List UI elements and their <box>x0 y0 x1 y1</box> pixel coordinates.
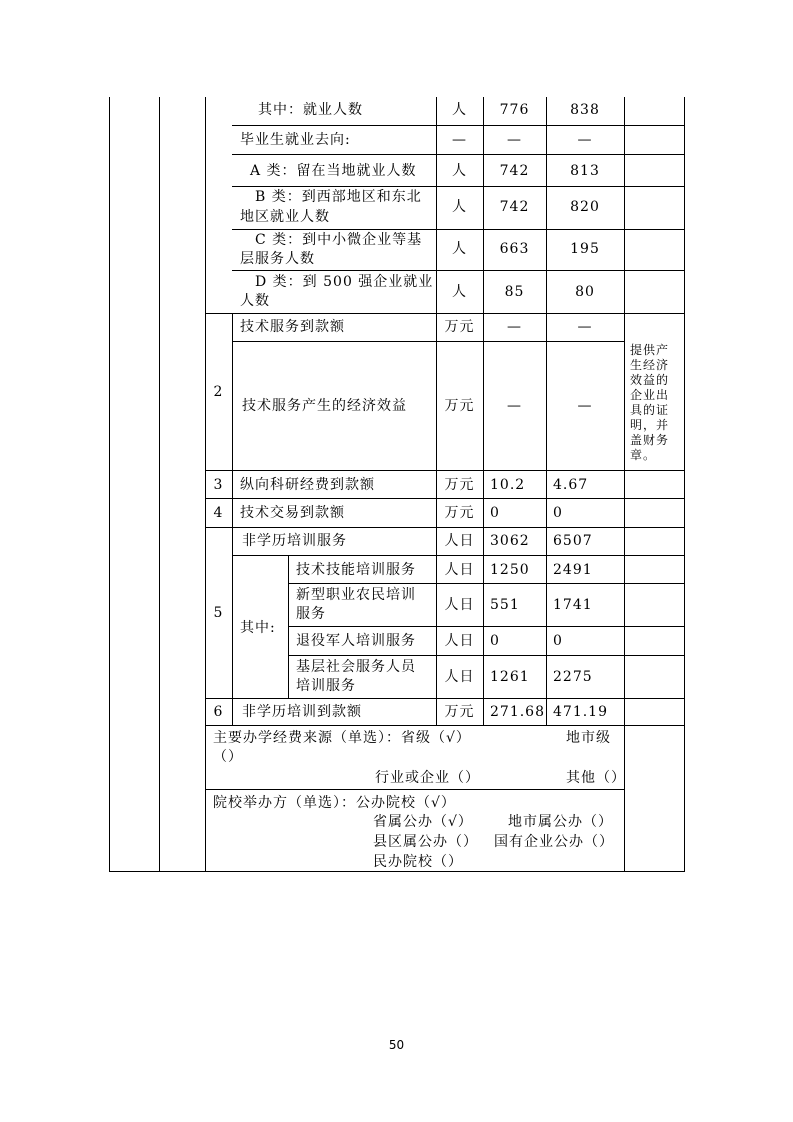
funding-other-option: 其他（） <box>566 770 626 786</box>
table-row-line <box>205 313 685 314</box>
type-c-value-1: 663 <box>499 241 530 257</box>
tech-benefit-note: 提供产生经济效益的企业出具的证明，并盖财务章。 <box>630 343 670 462</box>
type-d-value-1: 85 <box>504 284 525 300</box>
grassroots-label-line2: 培训服务 <box>296 678 356 694</box>
direction-label: 毕业生就业去向: <box>240 132 351 148</box>
table-row-line <box>205 698 685 699</box>
tech-benefit-label: 技术服务产生的经济效益 <box>242 398 407 414</box>
type-d-value-2: 80 <box>575 284 595 300</box>
table-row-line <box>288 655 685 656</box>
type-c-label-line1: C 类：到中小微企业等基 <box>255 232 423 248</box>
table-row-line <box>232 270 685 271</box>
skill-unit: 人日 <box>444 562 475 578</box>
trade-unit: 万元 <box>444 505 475 521</box>
table-row-line <box>232 229 685 230</box>
grassroots-unit: 人日 <box>444 669 475 685</box>
skill-value-2: 2491 <box>553 562 593 578</box>
type-a-value-2: 813 <box>570 163 600 179</box>
row-4-number: 4 <box>213 505 224 521</box>
farmer-value-1: 551 <box>490 597 520 613</box>
grassroots-label-line1: 基层社会服务人员 <box>296 659 416 675</box>
fee-label: 非学历培训到款额 <box>242 704 362 720</box>
funding-industry-option: 行业或企业（） <box>375 770 480 786</box>
research-value-2: 4.67 <box>553 477 589 493</box>
type-d-label-line1: D 类：到 500 强企业就业 <box>255 274 434 290</box>
table-row-line <box>205 527 685 528</box>
training-value-1: 3062 <box>490 533 530 549</box>
farmer-label-line1: 新型职业农民培训 <box>296 587 416 603</box>
tech-service-value-2: — <box>577 319 593 335</box>
organizer-county-option: 县区属公办（） <box>373 834 478 850</box>
table-row-line <box>205 498 685 499</box>
table-row-line <box>232 186 685 187</box>
table-row-line <box>232 125 685 126</box>
training-among-label: 其中: <box>240 620 276 636</box>
farmer-value-2: 1741 <box>553 597 593 613</box>
organizer-soe-option: 国有企业公办（） <box>494 834 614 850</box>
organizer-private-option: 民办院校（） <box>373 854 463 870</box>
grassroots-value-1: 1261 <box>490 669 530 685</box>
funding-city-option: 地市级 <box>566 730 611 746</box>
row-2-number: 2 <box>213 384 224 400</box>
direction-value-2: — <box>577 132 593 148</box>
table-row-line <box>288 626 685 627</box>
fee-value-2: 471.19 <box>553 704 608 720</box>
organizer-municipal-option: 地市属公办（） <box>508 814 613 830</box>
tech-service-value-1: — <box>507 319 522 335</box>
type-a-label: A 类：留在当地就业人数 <box>250 163 417 179</box>
row-5-number: 5 <box>213 605 224 621</box>
direction-value-1: — <box>507 132 522 148</box>
fee-value-1: 271.68 <box>490 704 545 720</box>
type-a-value-1: 742 <box>499 163 530 179</box>
table-row-line <box>205 470 685 471</box>
type-b-value-1: 742 <box>499 199 530 215</box>
type-b-unit: 人 <box>452 199 467 215</box>
training-unit: 人日 <box>444 533 475 549</box>
type-c-value-2: 195 <box>570 241 600 257</box>
fee-unit: 万元 <box>444 704 475 720</box>
research-value-1: 10.2 <box>490 477 526 493</box>
table-row-line <box>232 341 624 342</box>
type-d-label-line2: 人数 <box>240 293 270 309</box>
tech-service-unit: 万元 <box>444 319 475 335</box>
row-6-number: 6 <box>213 704 224 720</box>
trade-value-2: 0 <box>553 505 563 521</box>
type-b-label-line2: 地区就业人数 <box>240 209 330 225</box>
table-border-right <box>684 97 685 872</box>
trade-value-1: 0 <box>490 505 500 521</box>
type-b-value-2: 820 <box>570 199 600 215</box>
skill-label: 技术技能培训服务 <box>296 562 416 578</box>
research-label: 纵向科研经费到款额 <box>240 477 375 493</box>
employed-label: 其中：就业人数 <box>258 102 363 118</box>
table-row-line <box>288 583 685 584</box>
table-border-left <box>109 97 110 872</box>
table-row-line <box>205 725 685 726</box>
skill-value-1: 1250 <box>490 562 530 578</box>
organizer-provincial-option: 省属公办（√） <box>373 814 473 830</box>
table-col-line <box>624 97 625 872</box>
table-row-line <box>232 555 685 556</box>
farmer-unit: 人日 <box>444 597 475 613</box>
veteran-value-1: 0 <box>490 633 500 649</box>
row-3-number: 3 <box>213 477 224 493</box>
tech-service-label: 技术服务到款额 <box>240 319 345 335</box>
research-unit: 万元 <box>444 477 475 493</box>
training-value-2: 6507 <box>553 533 593 549</box>
tech-benefit-value-1: — <box>507 398 522 414</box>
page-number: 50 <box>388 1038 405 1052</box>
funding-source-line: 主要办学经费来源（单选）：省级（√） <box>213 730 471 746</box>
type-c-unit: 人 <box>452 241 467 257</box>
employed-unit: 人 <box>452 102 467 118</box>
type-b-label-line1: B 类：到西部地区和东北 <box>255 189 422 205</box>
veteran-label: 退役军人培训服务 <box>296 633 416 649</box>
table-col-line <box>159 97 160 872</box>
table-row-line <box>232 154 685 155</box>
tech-benefit-value-2: — <box>577 398 593 414</box>
employed-value-2: 838 <box>570 102 600 118</box>
funding-city-paren: （） <box>213 749 243 765</box>
table-col-line <box>232 313 233 725</box>
farmer-label-line2: 服务 <box>296 606 326 622</box>
organizer-line: 院校举办方（单选）：公办院校（√） <box>213 795 456 811</box>
direction-unit: — <box>452 132 467 148</box>
table-row-line <box>205 789 624 790</box>
employed-value-1: 776 <box>499 102 530 118</box>
trade-label: 技术交易到款额 <box>240 505 345 521</box>
table-border-bottom <box>109 871 685 872</box>
grassroots-value-2: 2275 <box>553 669 593 685</box>
veteran-value-2: 0 <box>553 633 563 649</box>
veteran-unit: 人日 <box>444 633 475 649</box>
type-a-unit: 人 <box>452 163 467 179</box>
type-c-label-line2: 层服务人数 <box>240 251 315 267</box>
training-label: 非学历培训服务 <box>242 533 347 549</box>
type-d-unit: 人 <box>452 284 467 300</box>
tech-benefit-unit: 万元 <box>444 398 475 414</box>
